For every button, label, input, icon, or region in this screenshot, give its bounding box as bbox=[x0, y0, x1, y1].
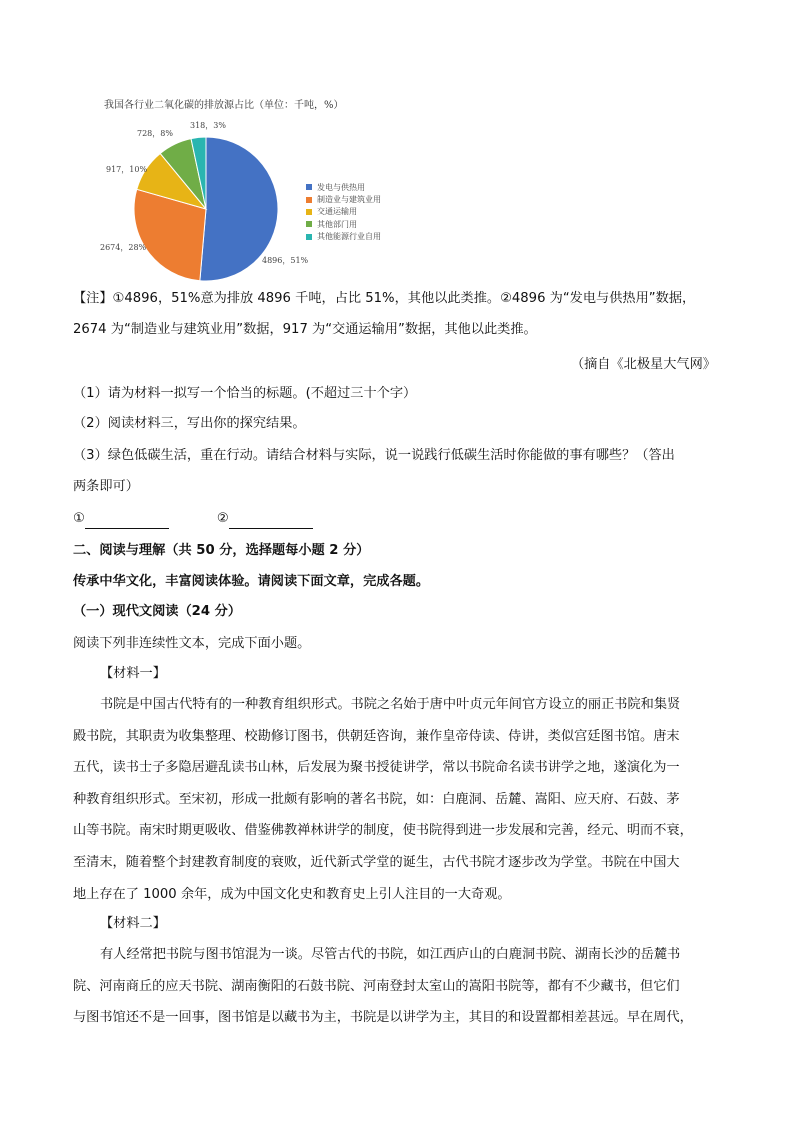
material-2-title: 【材料二】 bbox=[100, 916, 166, 931]
legend-label: 其他能源行业自用 bbox=[317, 232, 381, 242]
chart-title: 我国各行业二氧化碳的排放源占比（单位：千吨，%） bbox=[104, 100, 344, 111]
legend-swatch bbox=[306, 209, 312, 215]
paragraph-line: 山等书院。南宋时期更吸收、借鉴佛教禅林讲学的制度，使书院得到进一步发展和完善，经元、明而不衰， bbox=[73, 823, 693, 839]
legend-swatch bbox=[306, 184, 312, 190]
legend-label: 发电与供热用 bbox=[317, 182, 365, 192]
pie-data-label: 917，10% bbox=[106, 165, 148, 174]
pie-data-label: 728，8% bbox=[137, 129, 173, 138]
note-line-1: 【注】①4896，51%意为排放 4896 千吨，占比 51%，其他以此类推。②4896 为“发电与供热用”数据， bbox=[73, 291, 696, 306]
legend-label: 制造业与建筑业用 bbox=[317, 195, 381, 205]
paragraph-line: 与图书馆还不是一回事，图书馆是以藏书为主，书院是以讲学为主，其目的和设置都相差甚远。早在周代， bbox=[73, 1010, 693, 1026]
legend-swatch bbox=[306, 221, 312, 227]
legend-swatch bbox=[306, 234, 312, 240]
subsection-heading: （一）现代文阅读（24 分） bbox=[73, 604, 242, 619]
paragraph-line: 五代，读书士子多隐居避乱读书山林，后发展为聚书授徒讲学，常以书院命名读书讲学之地，遂演化为一 bbox=[73, 760, 680, 776]
paragraph-line: 地上存在了 1000 余年，成为中国文化史和教育史上引人注目的一大奇观。 bbox=[73, 886, 511, 902]
pie-data-label: 318，3% bbox=[190, 121, 226, 130]
pie-data-label: 2674，28% bbox=[100, 243, 147, 252]
instruction: 阅读下列非连续性文本，完成下面小题。 bbox=[73, 636, 311, 651]
legend-item bbox=[306, 231, 381, 243]
answer-blank-2[interactable] bbox=[229, 514, 313, 529]
material-1-title: 【材料一】 bbox=[100, 666, 166, 681]
question-3-line-2: 两条即可） bbox=[73, 479, 139, 494]
legend-item bbox=[306, 218, 381, 230]
question-1: （1）请为材料一拟写一个恰当的标题。(不超过三十个字） bbox=[73, 386, 417, 401]
legend-item bbox=[306, 181, 381, 193]
legend-item bbox=[306, 206, 381, 218]
legend-label: 其他部门用 bbox=[317, 219, 357, 229]
chart-legend bbox=[306, 181, 381, 243]
paragraph-line: 至清末，随着整个封建教育制度的衰败，近代新式学堂的诞生，古代书院才逐步改为学堂。书院在中国大 bbox=[73, 855, 680, 870]
legend-item bbox=[306, 193, 381, 205]
paragraph-line: 有人经常把书院与图书馆混为一谈。尽管古代的书院，如江西庐山的白鹿洞书院、湖南长沙的岳麓书 bbox=[100, 947, 681, 962]
paragraph-line: 书院是中国古代特有的一种教育组织形式。书院之名始于唐中叶贞元年间官方设立的丽正书院和集贤 bbox=[100, 697, 681, 712]
section-intro: 传承中华文化，丰富阅读体验。请阅读下面文章，完成各题。 bbox=[73, 574, 430, 589]
legend-label: 交通运输用 bbox=[317, 207, 357, 217]
question-3-line-1: （3）绿色低碳生活，重在行动。请结合材料与实际，说一说践行低碳生活时你能做的事有哪些？（答出 bbox=[73, 448, 675, 463]
answer-blank-1[interactable] bbox=[85, 514, 169, 529]
source-citation: （摘自《北极星大气网》 bbox=[570, 357, 716, 372]
paragraph-line: 种教育组织形式。至宋初，形成一批颇有影响的著名书院，如：白鹿洞、岳麓、嵩阳、应天府、石鼓、茅 bbox=[73, 791, 680, 807]
paragraph-line: 院、河南商丘的应天书院、湖南衡阳的石鼓书院、河南登封太室山的嵩阳书院等，都有不少藏书，但它们 bbox=[73, 978, 680, 994]
legend-swatch bbox=[306, 197, 312, 203]
paragraph-line: 殿书院，其职责为收集整理、校勘修订图书，供朝廷咨询，兼作皇帝侍读、侍讲，类似宫廷图书馆。唐末 bbox=[73, 728, 680, 744]
pie-chart bbox=[0, 0, 794, 300]
question-2: （2）阅读材料三，写出你的探究结果。 bbox=[73, 416, 306, 431]
note-line-2: 2674 为“制造业与建筑业用”数据，917 为“交通运输用”数据，其他以此类推。 bbox=[73, 322, 537, 337]
section-heading: 二、阅读与理解（共 50 分，选择题每小题 2 分） bbox=[73, 543, 370, 558]
blank-2-marker: ② bbox=[216, 511, 229, 526]
blank-1-marker: ① bbox=[73, 511, 85, 526]
answer-blanks bbox=[73, 509, 361, 529]
pie-data-label: 4896，51% bbox=[262, 256, 309, 265]
